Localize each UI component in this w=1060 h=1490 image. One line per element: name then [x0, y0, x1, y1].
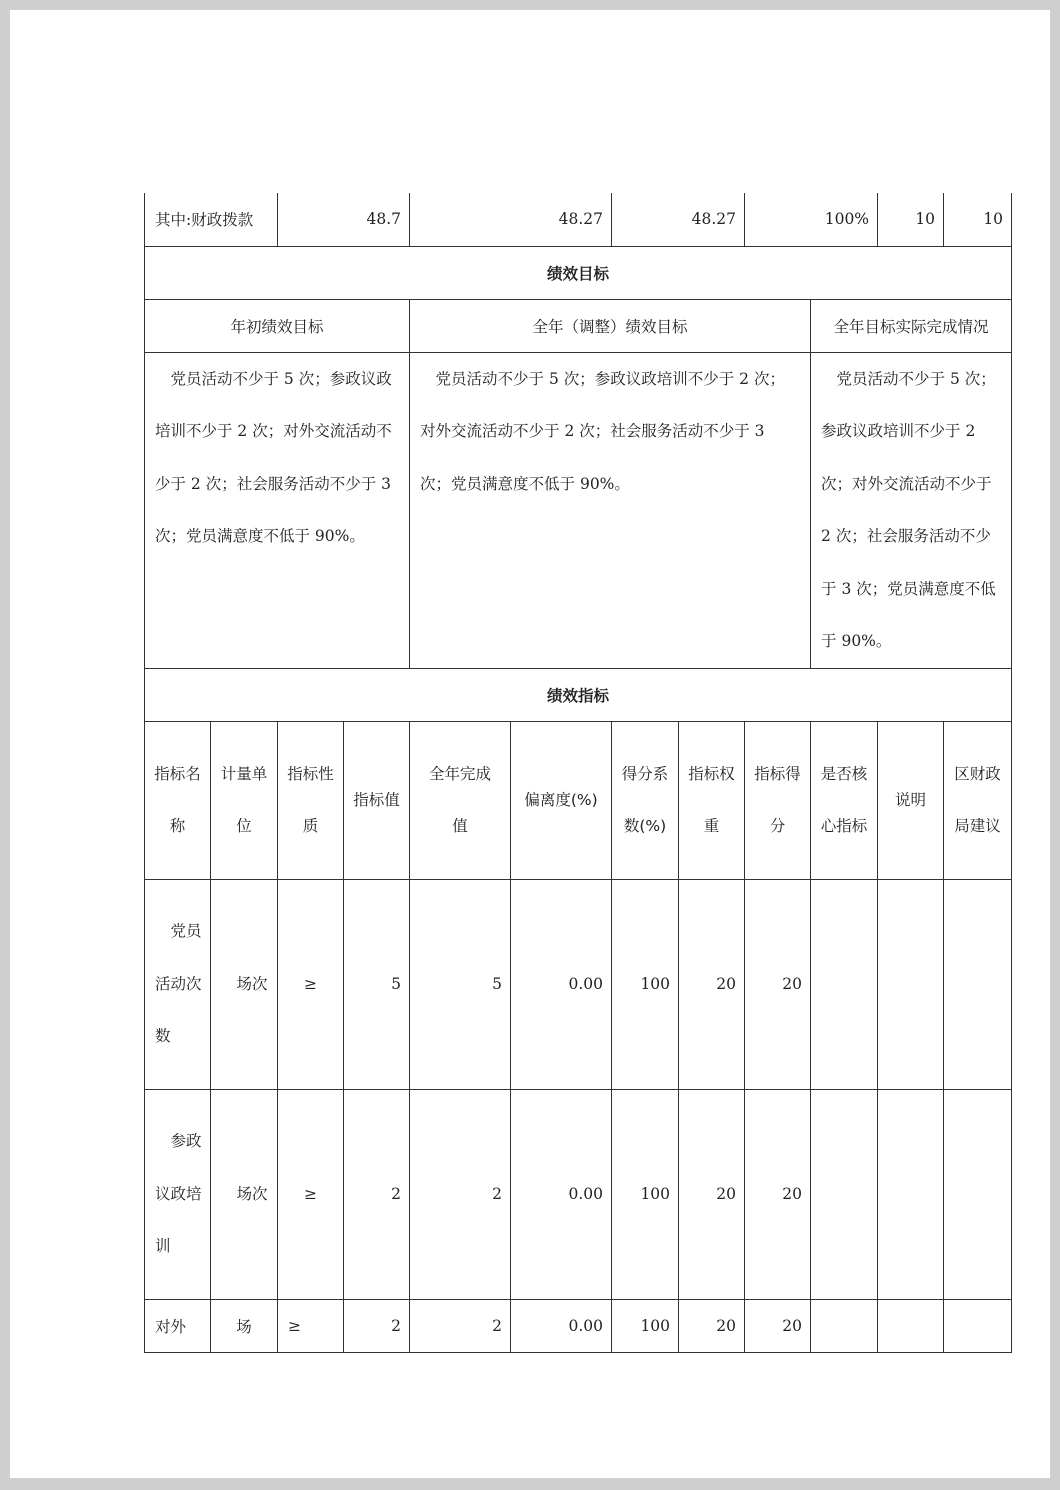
table-row [145, 1089, 1012, 1299]
indicator-core [811, 1299, 878, 1352]
goals-col-actual: 全年目标实际完成情况 [811, 299, 1012, 352]
header-indicator-name: 指标名称 [145, 721, 211, 879]
indicator-score: 20 [745, 879, 811, 1089]
indicator-nature: ≥ [278, 1299, 344, 1352]
funding-value-2: 48.27 [410, 193, 612, 246]
indicator-name: 参政议政培训 [145, 1089, 211, 1299]
indicator-core [811, 1089, 878, 1299]
indicator-note [878, 879, 944, 1089]
indicator-nature: ≥ [278, 879, 344, 1089]
funding-value-6: 10 [944, 193, 1012, 246]
indicator-note [878, 1089, 944, 1299]
indicator-actual: 2 [410, 1299, 511, 1352]
funding-row [145, 193, 1012, 246]
indicator-deviation: 0.00 [511, 1089, 612, 1299]
goals-col-adjusted: 全年（调整）绩效目标 [410, 299, 811, 352]
header-finance-advice: 区财政局建议 [944, 721, 1012, 879]
indicator-score: 20 [745, 1089, 811, 1299]
indicator-name: 党员活动次数 [145, 879, 211, 1089]
indicator-weight: 20 [679, 879, 745, 1089]
indicator-target: 5 [344, 879, 410, 1089]
indicator-unit: 场次 [211, 879, 278, 1089]
funding-label: 其中:财政拨款 [145, 193, 278, 246]
header-target-value: 指标值 [344, 721, 410, 879]
indicator-deviation: 0.00 [511, 879, 612, 1089]
document-page [10, 10, 1050, 1478]
indicator-weight: 20 [679, 1089, 745, 1299]
funding-value-4: 100% [745, 193, 878, 246]
indicator-advice [944, 1299, 1012, 1352]
indicator-actual: 5 [410, 879, 511, 1089]
header-deviation: 偏离度(%) [511, 721, 612, 879]
indicator-coefficient: 100 [612, 1089, 679, 1299]
header-score: 指标得分 [745, 721, 811, 879]
indicator-advice [944, 1089, 1012, 1299]
header-note: 说明 [878, 721, 944, 879]
table-row [145, 879, 1012, 1089]
indicator-header-row [145, 721, 1012, 879]
indicator-unit: 场次 [211, 1089, 278, 1299]
indicator-coefficient: 100 [612, 1299, 679, 1352]
funding-value-3: 48.27 [612, 193, 745, 246]
indicator-weight: 20 [679, 1299, 745, 1352]
indicator-target: 2 [344, 1089, 410, 1299]
header-is-core: 是否核心指标 [811, 721, 878, 879]
header-weight: 指标权重 [679, 721, 745, 879]
indicator-target: 2 [344, 1299, 410, 1352]
funding-value-1: 48.7 [278, 193, 410, 246]
indicators-section-title: 绩效指标 [145, 668, 1012, 721]
indicator-coefficient: 100 [612, 879, 679, 1089]
header-nature: 指标性质 [278, 721, 344, 879]
indicator-advice [944, 879, 1012, 1089]
indicator-note [878, 1299, 944, 1352]
goal-initial-text: 党员活动不少于 5 次；参政议政培训不少于 2 次；对外交流活动不少于 2 次；社会服务活动不少于 3 次；党员满意度不低于 90%。 [145, 352, 410, 668]
header-actual-value: 全年完成值 [410, 721, 511, 879]
performance-table [144, 193, 1012, 1353]
goals-section-title: 绩效目标 [145, 246, 1012, 299]
header-score-coefficient: 得分系数(%) [612, 721, 679, 879]
indicator-score: 20 [745, 1299, 811, 1352]
funding-value-5: 10 [878, 193, 944, 246]
performance-table-wrapper [144, 193, 1012, 1353]
table-row [145, 1299, 1012, 1352]
indicator-unit: 场 [211, 1299, 278, 1352]
indicator-nature: ≥ [278, 1089, 344, 1299]
header-unit: 计量单位 [211, 721, 278, 879]
goal-adjusted-text: 党员活动不少于 5 次；参政议政培训不少于 2 次；对外交流活动不少于 2 次；社会服务活动不少于 3 次；党员满意度不低于 90%。 [410, 352, 811, 668]
indicator-actual: 2 [410, 1089, 511, 1299]
indicator-name: 对外 [145, 1299, 211, 1352]
indicator-core [811, 879, 878, 1089]
goal-actual-text: 党员活动不少于 5 次；参政议政培训不少于 2 次；对外交流活动不少于 2 次；社会服务活动不少于 3 次；党员满意度不低于 90%。 [811, 352, 1012, 668]
indicator-deviation: 0.00 [511, 1299, 612, 1352]
goals-col-initial: 年初绩效目标 [145, 299, 410, 352]
